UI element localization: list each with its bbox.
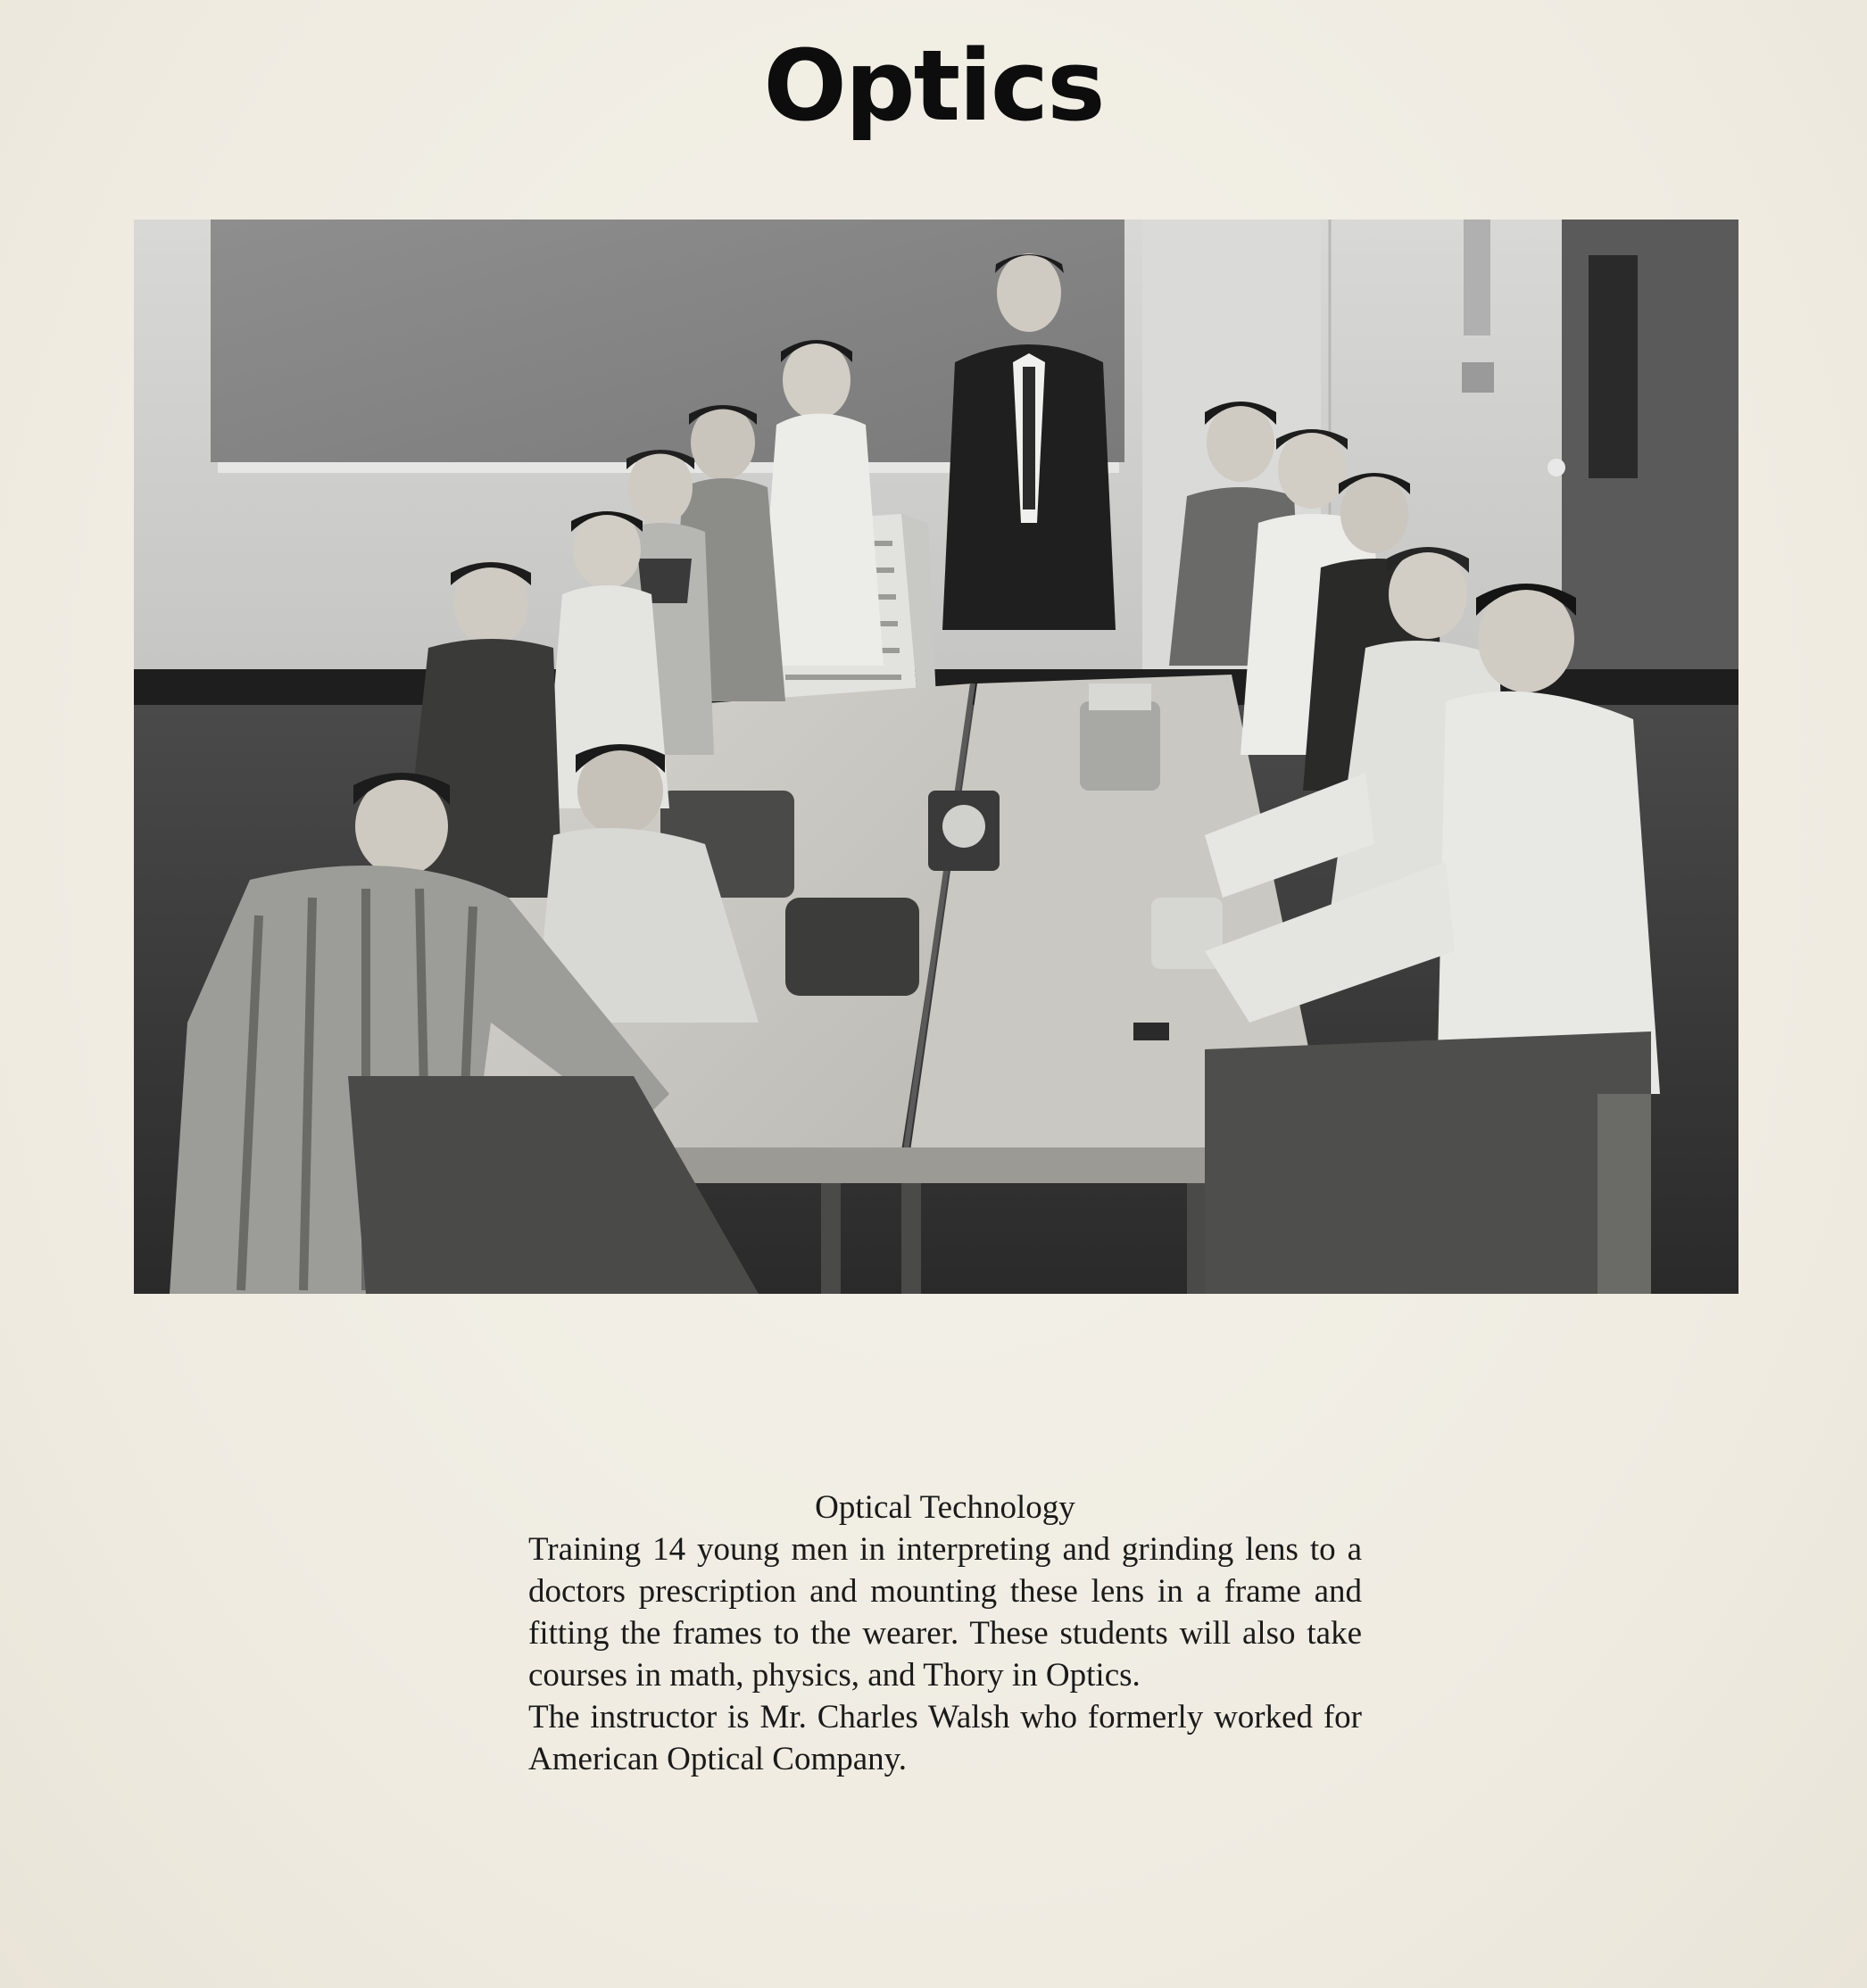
caption-block: [528, 1487, 1362, 1780]
caption-paragraph-course: Training 14 young men in interpreting and grinding lens to a doctors prescription and mounting these lens in a frame and fitting the frames to the wearer. These students will also take courses in math, physics, and Thory in Optics.: [528, 1531, 1362, 1694]
door: [1562, 220, 1738, 719]
classroom-photo: [134, 220, 1738, 1294]
caption-heading: Optical Technology: [815, 1489, 1075, 1526]
caption-paragraph-instructor: The instructor is Mr. Charles Walsh who formerly worked for American Optical Company.: [528, 1699, 1362, 1777]
caption-body: [528, 1528, 1362, 1780]
wall-switch: [1462, 362, 1494, 393]
door-window: [1589, 255, 1638, 478]
classroom-photo-illustration: [134, 220, 1738, 1294]
wall-fixture: [1464, 220, 1490, 335]
door-knob: [1548, 459, 1565, 476]
page-title: Optics: [763, 29, 1104, 143]
